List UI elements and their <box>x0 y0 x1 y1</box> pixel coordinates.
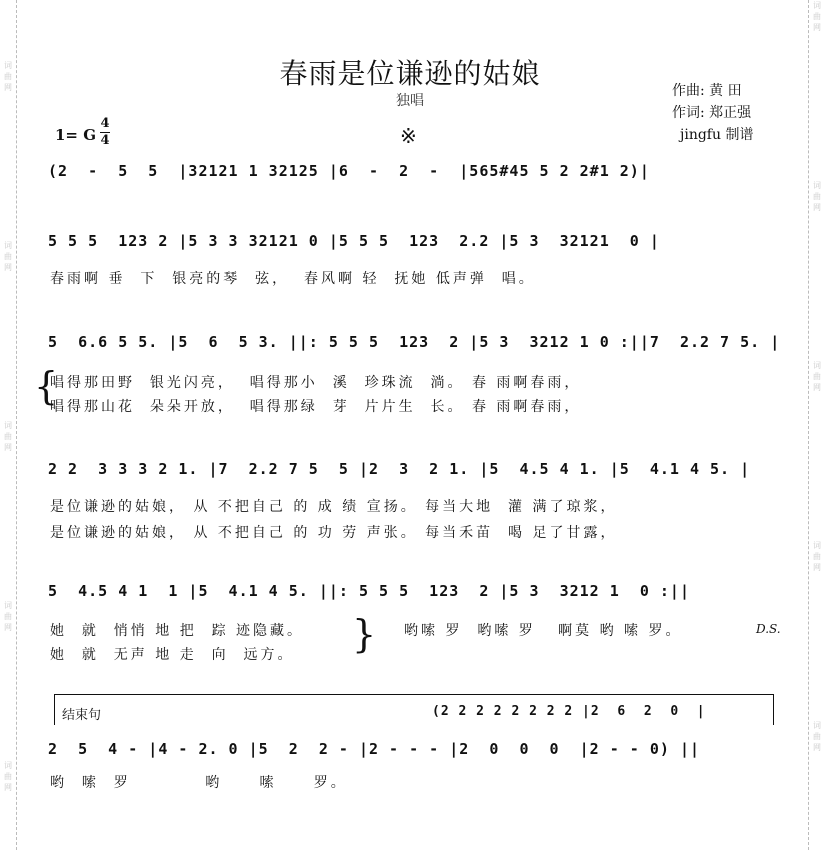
segno-icon: ※ <box>400 124 417 148</box>
lyrics-line-4a: 是位谦逊的姑娘， 从 不把自己 的 成 绩 宣扬。 每当大地 灌 满了琼浆， <box>50 499 618 515</box>
lyrics-line-2: 春雨啊 垂 下 银亮的琴 弦， 春风啊 轻 抚她 低声弹 唱。 <box>50 271 536 287</box>
dal-segno-mark: D.S. <box>756 622 781 636</box>
watermark: 词曲网 <box>4 61 12 92</box>
watermark: 词曲网 <box>813 1 821 32</box>
lyrics-line-3b: 唱得那山花 朵朵开放， 唱得那绿 芽 片片生 长。 春 雨啊春雨， <box>50 399 582 415</box>
score-line-3: 5 6.6 5 5. |5 6 5 3. ||: 5 5 5 123 2 |5 3 3212 1 0 :||7 2.2 7 5. | <box>48 333 781 351</box>
watermark: 词曲网 <box>4 421 12 452</box>
lyricist-credit: 作词: 郑正强 <box>672 105 752 121</box>
left-watermark-strip <box>0 0 17 850</box>
verse-brace-icon: { <box>34 364 59 408</box>
verse-brace-icon: } <box>352 612 377 656</box>
lyrics-line-4b: 是位谦逊的姑娘， 从 不把自己 的 功 劳 声张。 每当禾苗 喝 足了甘露， <box>50 525 618 541</box>
watermark: 词曲网 <box>813 181 821 212</box>
ending-label: 结束句 <box>62 708 102 723</box>
right-watermark-strip <box>808 0 825 850</box>
time-signature <box>100 117 110 148</box>
time-bottom: 4 <box>100 133 110 148</box>
score-line-5: 5 4.5 4 1 1 |5 4.1 4 5. ||: 5 5 5 123 2 |5 3 3212 1 0 :|| <box>48 582 690 600</box>
lyrics-line-5c: 哟嗦 罗 哟嗦 罗 啊莫 哟 嗦 罗。 <box>404 623 683 639</box>
score-line-4: 2 2 3 3 3 2 1. |7 2.2 7 5 5 |2 3 2 1. |5 4.5 4 1. |5 4.1 4 5. | <box>48 460 751 478</box>
song-title: 春雨是位谦逊的姑娘 <box>279 57 541 90</box>
watermark: 词曲网 <box>4 601 12 632</box>
composer-credit: 作曲: 黄 田 <box>672 83 742 99</box>
lyrics-line-5b: 她 就 无声 地 走 向 远方。 <box>50 647 295 663</box>
time-top: 4 <box>100 116 110 131</box>
lyrics-line-3a: 唱得那田野 银光闪亮， 唱得那小 溪 珍珠流 淌。 春 雨啊春雨， <box>50 375 582 391</box>
watermark: 词曲网 <box>4 241 12 272</box>
song-subtitle: 独唱 <box>396 93 424 109</box>
lyrics-line-6: 哟 嗦 罗 哟 嗦 罗。 <box>50 775 348 791</box>
arranger-credit: jingfu 制谱 <box>680 127 754 143</box>
key-signature: 1= G <box>55 126 97 144</box>
score-line-2: 5 5 5 123 2 |5 3 3 32121 0 |5 5 5 123 2.2 |5 3 32121 0 | <box>48 232 660 250</box>
score-line-6: 2 5 4 - |4 - 2. 0 |5 2 2 - |2 - - - |2 0 0 0 |2 - - 0) || <box>48 740 700 758</box>
watermark: 词曲网 <box>813 361 821 392</box>
lyrics-line-5a: 她 就 悄悄 地 把 踪 迹隐藏。 <box>50 623 305 639</box>
watermark: 词曲网 <box>813 541 821 572</box>
watermark: 词曲网 <box>813 721 821 752</box>
score-line-1: (2 - 5 5 |32121 1 32125 |6 - 2 - |565#45 5 2 2#1 2)| <box>48 162 650 180</box>
score-line-6-pre: (2 2 2 2 2 2 2 2 |2 6 2 0 | <box>432 704 706 719</box>
watermark: 词曲网 <box>4 761 12 792</box>
